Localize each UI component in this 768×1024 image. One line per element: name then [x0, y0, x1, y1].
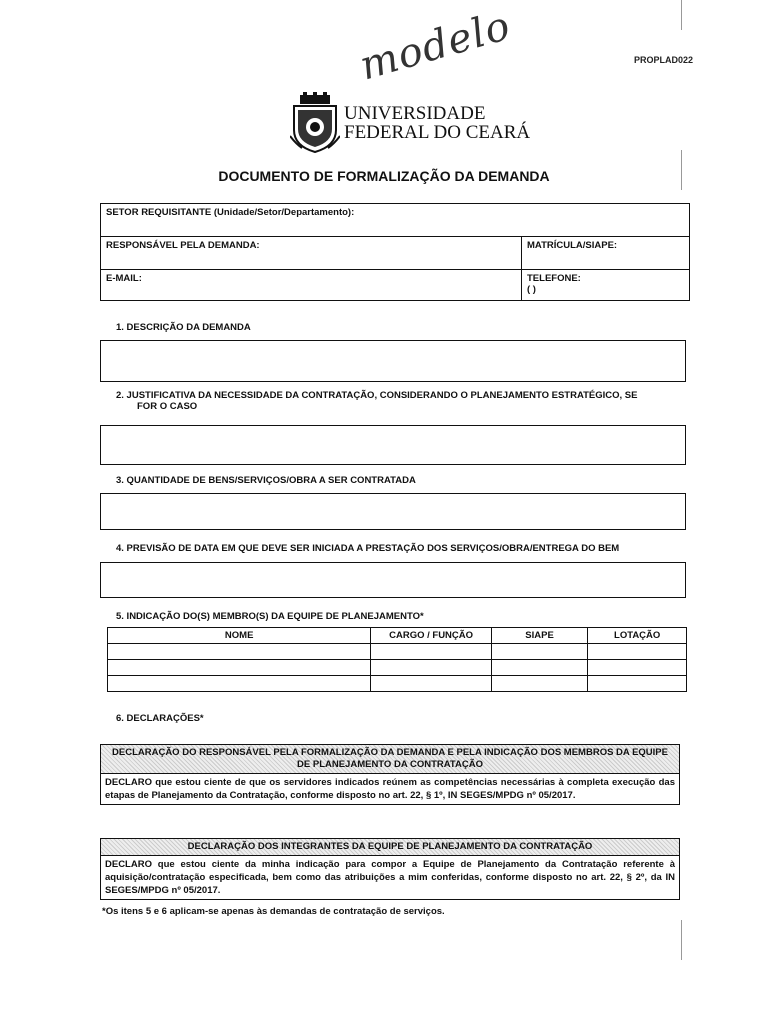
setor-requisitante-field[interactable]	[101, 204, 690, 237]
declaration-responsavel-body: DECLARO que estou ciente de que os servidores indicados reúnem as competências necessárias à completa execução das etapas de Planejamento da Contratação, conforme disposto no art. 22, § 1º, IN SEGES/MPDG nº 05/2017.	[105, 777, 675, 801]
email-label: E-MAIL:	[106, 273, 142, 284]
document-title: DOCUMENTO DE FORMALIZAÇÃO DA DEMANDA	[218, 168, 550, 184]
setor-requisitante-label: SETOR REQUISITANTE (Unidade/Setor/Departamento):	[106, 207, 355, 218]
members-table	[107, 627, 687, 692]
handwritten-annotation: modelo	[354, 2, 516, 90]
telefone-parentheses: ( )	[527, 284, 536, 295]
declaration-integrantes-header: DECLARAÇÃO DOS INTEGRANTES DA EQUIPE DE PLANEJAMENTO DA CONTRATAÇÃO	[101, 839, 679, 856]
matricula-label: MATRÍCULA/SIAPE:	[527, 240, 618, 251]
header-siape: SIAPE	[491, 628, 588, 644]
declaration-responsavel-header: DECLARAÇÃO DO RESPONSÁVEL PELA FORMALIZAÇÃO DA DEMANDA E PELA INDICAÇÃO DOS MEMBROS DA EQUIPE DE PLANEJAMENTO DA CONTRATAÇÃO	[101, 745, 679, 774]
scan-margin-line	[681, 0, 682, 30]
section-2-label-line1: 2. JUSTIFICATIVA DA NECESSIDADE DA CONTRATAÇÃO, CONSIDERANDO O PLANEJAMENTO ESTRATÉGICO, SE	[116, 390, 638, 401]
members-table-header-row	[108, 628, 687, 644]
table-cell[interactable]	[588, 660, 687, 676]
declaration-integrantes	[100, 838, 680, 900]
descricao-demanda-box[interactable]	[100, 340, 686, 382]
university-seal-logo	[290, 92, 340, 154]
section-4-label: 4. PREVISÃO DE DATA EM QUE DEVE SER INICIADA A PRESTAÇÃO DOS SERVIÇOS/OBRA/ENTREGA DO BEM	[116, 543, 620, 554]
justificativa-box[interactable]	[100, 425, 686, 465]
section-5-label: 5. INDICAÇÃO DO(S) MEMBRO(S) DA EQUIPE DE PLANEJAMENTO*	[116, 611, 424, 622]
header-nome: NOME	[108, 628, 371, 644]
table-cell[interactable]	[588, 676, 687, 692]
telefone-label: TELEFONE:	[527, 273, 581, 284]
table-row	[108, 644, 687, 660]
requester-info-table	[100, 203, 690, 301]
section-2-label	[116, 390, 691, 412]
scan-margin-line	[681, 150, 682, 190]
declaration-integrantes-body: DECLARO que estou ciente da minha indicação para compor a Equipe de Planejamento da Contratação referente à aquisição/contratação especificada, bem como das atribuições a mim conferidas, conforme disposto no art. 22, § 2º, da IN SEGES/MPDG nº 05/2017.	[105, 859, 675, 896]
section-6-label: 6. DECLARAÇÕES*	[116, 713, 204, 724]
telefone-field[interactable]	[522, 270, 690, 301]
quantidade-box[interactable]	[100, 493, 686, 530]
declaration-responsavel	[100, 744, 680, 805]
table-row	[108, 660, 687, 676]
scan-margin-line	[681, 920, 682, 960]
document-code: PROPLAD022	[634, 55, 694, 65]
table-cell[interactable]	[371, 644, 491, 660]
university-name	[344, 104, 530, 142]
table-cell[interactable]	[491, 660, 588, 676]
table-cell[interactable]	[371, 676, 491, 692]
university-name-line1: UNIVERSIDADE	[344, 103, 486, 124]
table-cell[interactable]	[371, 660, 491, 676]
footnote: *Os itens 5 e 6 aplicam-se apenas às demandas de contratação de serviços.	[102, 906, 445, 917]
table-cell[interactable]	[108, 660, 371, 676]
responsavel-field[interactable]	[101, 237, 522, 270]
matricula-field[interactable]	[522, 237, 690, 270]
table-cell[interactable]	[491, 676, 588, 692]
responsavel-label: RESPONSÁVEL PELA DEMANDA:	[106, 240, 260, 251]
section-2-label-line2: FOR O CASO	[137, 401, 198, 412]
previsao-data-box[interactable]	[100, 562, 686, 598]
table-cell[interactable]	[491, 644, 588, 660]
university-name-line2: FEDERAL DO CEARÁ	[344, 122, 531, 143]
section-3-label: 3. QUANTIDADE DE BENS/SERVIÇOS/OBRA A SER CONTRATADA	[116, 475, 416, 486]
table-row	[108, 676, 687, 692]
header-lotacao: LOTAÇÃO	[588, 628, 687, 644]
table-cell[interactable]	[108, 644, 371, 660]
table-cell[interactable]	[588, 644, 687, 660]
section-1-label: 1. DESCRIÇÃO DA DEMANDA	[116, 322, 251, 333]
email-field[interactable]	[101, 270, 522, 301]
table-cell[interactable]	[108, 676, 371, 692]
header-cargo-funcao: CARGO / FUNÇÃO	[371, 628, 491, 644]
